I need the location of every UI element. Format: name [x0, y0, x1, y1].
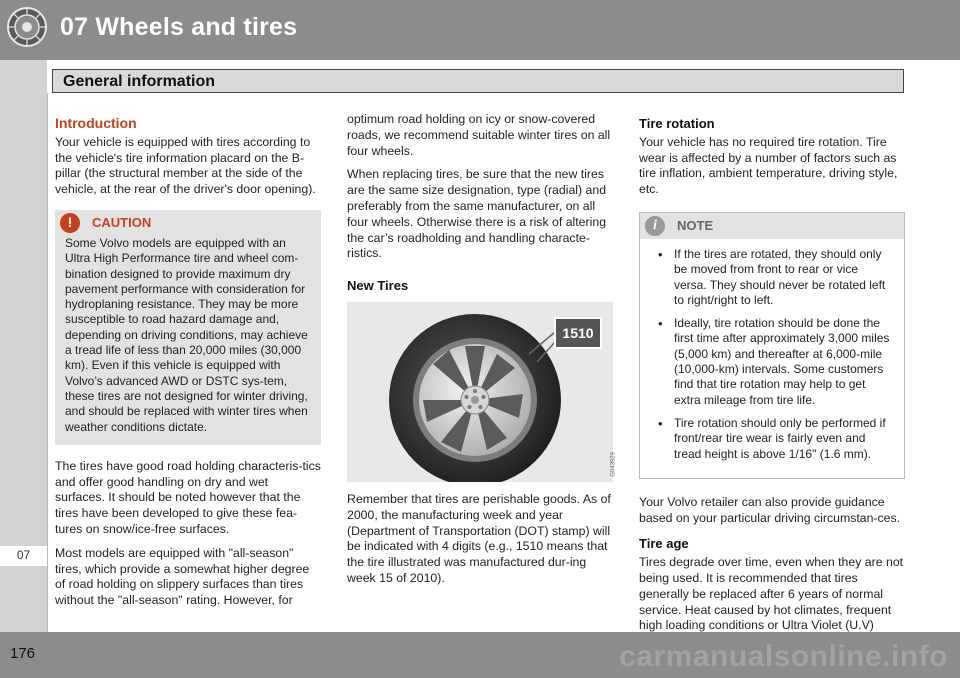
- tire-age-paragraph: Tires degrade over time, even when they are not being used. It is recommended that tires generally be replaced after 6 years of normal service. Heat caused by hot climates, frequent high loading conditions or Ultra Violet (U.V): [639, 555, 904, 633]
- caution-text: Some Volvo models are equipped with an Ultra High Performance tire and wheel com-bination designed to provide maximum dry pavement performance with consideration for hydroplaning resistance. They may be more susceptible to road hazard damage and, depending on driving conditions, may achieve a tread life of less than 20,000 miles (30,000 km). Even if this vehicle is equipped with Volvo’s advanced AWD or DSTC sys-tem, these tires are not designed for winter driving, and should be replaced with winter tires when weather conditions dictate.: [65, 235, 308, 434]
- note-box: [639, 212, 905, 479]
- tire-icon: [6, 6, 48, 48]
- chapter-sidebar: [0, 60, 47, 632]
- left-column: [55, 112, 321, 617]
- right-column: [639, 112, 905, 642]
- center-cap: [471, 396, 479, 404]
- exclamation-icon: !: [60, 213, 80, 233]
- note-header: [640, 213, 904, 239]
- note-item: • If the tires are rotated, they should only be moved from front to rear or vice versa. They should never be rotated left to right/right to left.: [650, 247, 894, 308]
- chapter-title: 07 Wheels and tires: [60, 13, 298, 41]
- tire-age-heading: Tire age: [639, 536, 689, 552]
- handling-paragraph: The tires have good road holding characteris-tics and offer good handling on dry and wet surfaces. It should be noted however that the tires have been developed to give these fea-tures on snow/ice-free surfaces.: [55, 458, 321, 537]
- figure-code: G043929: [611, 451, 617, 477]
- winter-tires-paragraph: optimum road holding on icy or snow-covered roads, we recommend suitable winter tires on all four wheels.: [347, 112, 611, 158]
- caution-header: [60, 210, 311, 236]
- watermark: carmanualsonline.info: [619, 640, 948, 673]
- dot-stamp-paragraph: Remember that tires are perishable goods. As of 2000, the manufacturing week and year (Department of Transportation (DOT) stamp) will be indicated with 4 digits (e.g., 1510 means that the tire illustrated was manufactured dur-ing week 15 of 2010).: [347, 491, 611, 585]
- header-bar: [0, 0, 960, 60]
- caution-box: [55, 210, 321, 445]
- sidebar-divider: [47, 93, 48, 632]
- dot-code-label: 1510: [562, 324, 594, 341]
- note-label: NOTE: [677, 218, 714, 234]
- note-item: • Ideally, tire rotation should be done the first time after approximately 3,000 miles (5,000 km) and thereafter at 6,000-mile (10,000-km) intervals. Some customers find that tire rotation may help to get extra mileage from tire life.: [650, 316, 894, 408]
- retailer-paragraph: Your Volvo retailer can also provide guidance based on your particular driving circumstan-ces.: [639, 494, 901, 525]
- tire-rotation-paragraph: Your vehicle has no required tire rotation. Tire wear is affected by a number of factors such as tire inflation, ambient temperature, driving style, etc.: [639, 134, 898, 197]
- note-list: [650, 247, 894, 462]
- tire-illustration: [347, 302, 617, 482]
- footer-bar: [0, 632, 960, 678]
- chapter-tab: [0, 546, 47, 566]
- note-item: • Tire rotation should only be performed if front/rear tire wear is fairly even and tread height is above 1/16" (1.6 mm).: [650, 416, 894, 462]
- section-title: General information: [63, 73, 216, 90]
- section-header: [52, 69, 904, 93]
- tire-rotation-heading: Tire rotation: [639, 116, 715, 131]
- all-season-paragraph: Most models are equipped with "all-season" tires, which provide a somewhat higher degree of road holding on slippery surfaces than tires without the "all-season" rating. However, for: [55, 545, 310, 608]
- info-icon: i: [645, 216, 665, 236]
- introduction-heading: Introduction: [55, 115, 137, 131]
- middle-column: [347, 112, 617, 595]
- page-number: 176: [10, 645, 36, 662]
- new-tires-heading: New Tires: [347, 278, 409, 294]
- wheel-drawing: [347, 302, 613, 482]
- replacing-tires-paragraph: When replacing tires, be sure that the new tires are the same size designation, type (radial) and preferably from the same manufacturer, on all four wheels. Otherwise there is a risk of altering the car’s roadholding and handling characte-ristics.: [347, 167, 607, 261]
- intro-paragraph: Your vehicle is equipped with tires according to the vehicle's tire information placard on the B-pillar (the structural member at the side of the vehicle, at the rear of the driver's door opening).: [55, 134, 316, 197]
- chapter-tab-label: 07: [16, 548, 31, 562]
- caution-label: CAUTION: [92, 215, 152, 231]
